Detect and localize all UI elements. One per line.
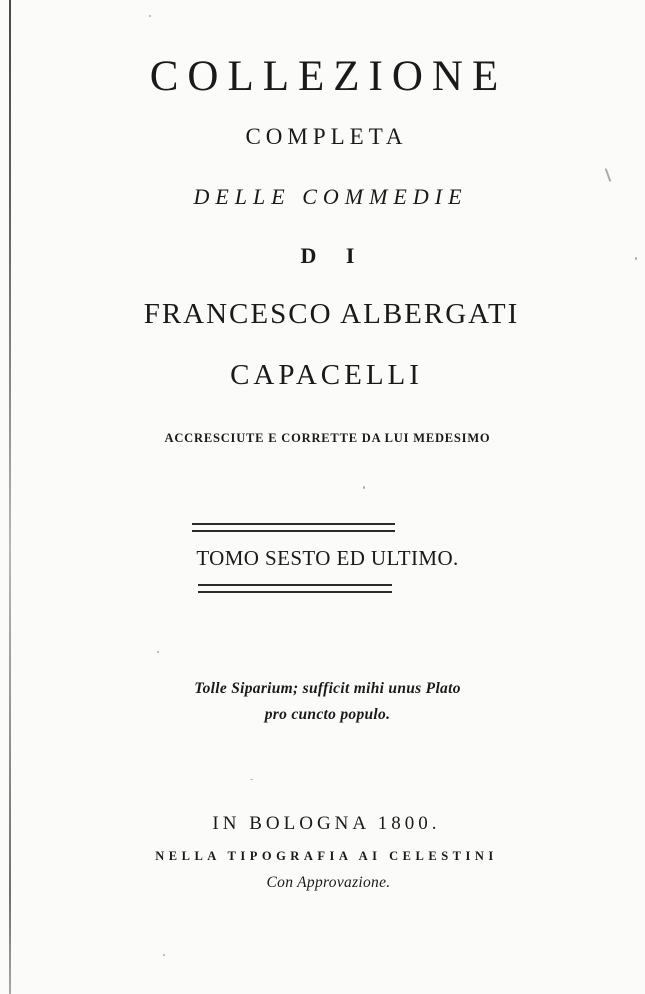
imprint-approval: Con Approvazione. bbox=[266, 874, 391, 891]
double-rule-bottom-lower bbox=[198, 591, 392, 593]
subtitle-delle-commedie: DELLE COMMEDIE bbox=[193, 184, 468, 209]
book-title: COLLEZIONE bbox=[149, 53, 508, 100]
author-name: FRANCESCO ALBERGATI bbox=[143, 298, 520, 330]
double-rule-top-lower bbox=[192, 530, 395, 532]
double-rule-top-upper bbox=[192, 523, 395, 525]
edition-note: ACCRESCIUTE E CORRETTE DA LUI MEDESIMO bbox=[164, 431, 491, 445]
paper-speck bbox=[635, 257, 637, 260]
paper-speck bbox=[250, 779, 253, 780]
epigraph-line-2: pro cuncto populo. bbox=[264, 706, 391, 723]
volume-label: TOMO SESTO ED ULTIMO. bbox=[196, 546, 459, 570]
paper-speck bbox=[157, 651, 159, 653]
preposition-di: D I bbox=[300, 243, 367, 268]
paper-speck bbox=[363, 486, 365, 489]
imprint-printer: NELLA TIPOGRAFIA AI CELESTINI bbox=[155, 849, 498, 863]
paper-speck bbox=[605, 168, 612, 182]
paper-speck bbox=[163, 954, 165, 956]
double-rule-bottom-upper bbox=[198, 584, 392, 586]
subtitle-completa: COMPLETA bbox=[245, 124, 408, 149]
author-surname: CAPACELLI bbox=[230, 359, 423, 391]
imprint-place-date: IN BOLOGNA 1800. bbox=[212, 813, 441, 834]
paper-speck bbox=[149, 15, 151, 17]
epigraph-line-1: Tolle Siparium; sufficit mihi unus Plato bbox=[194, 680, 461, 697]
